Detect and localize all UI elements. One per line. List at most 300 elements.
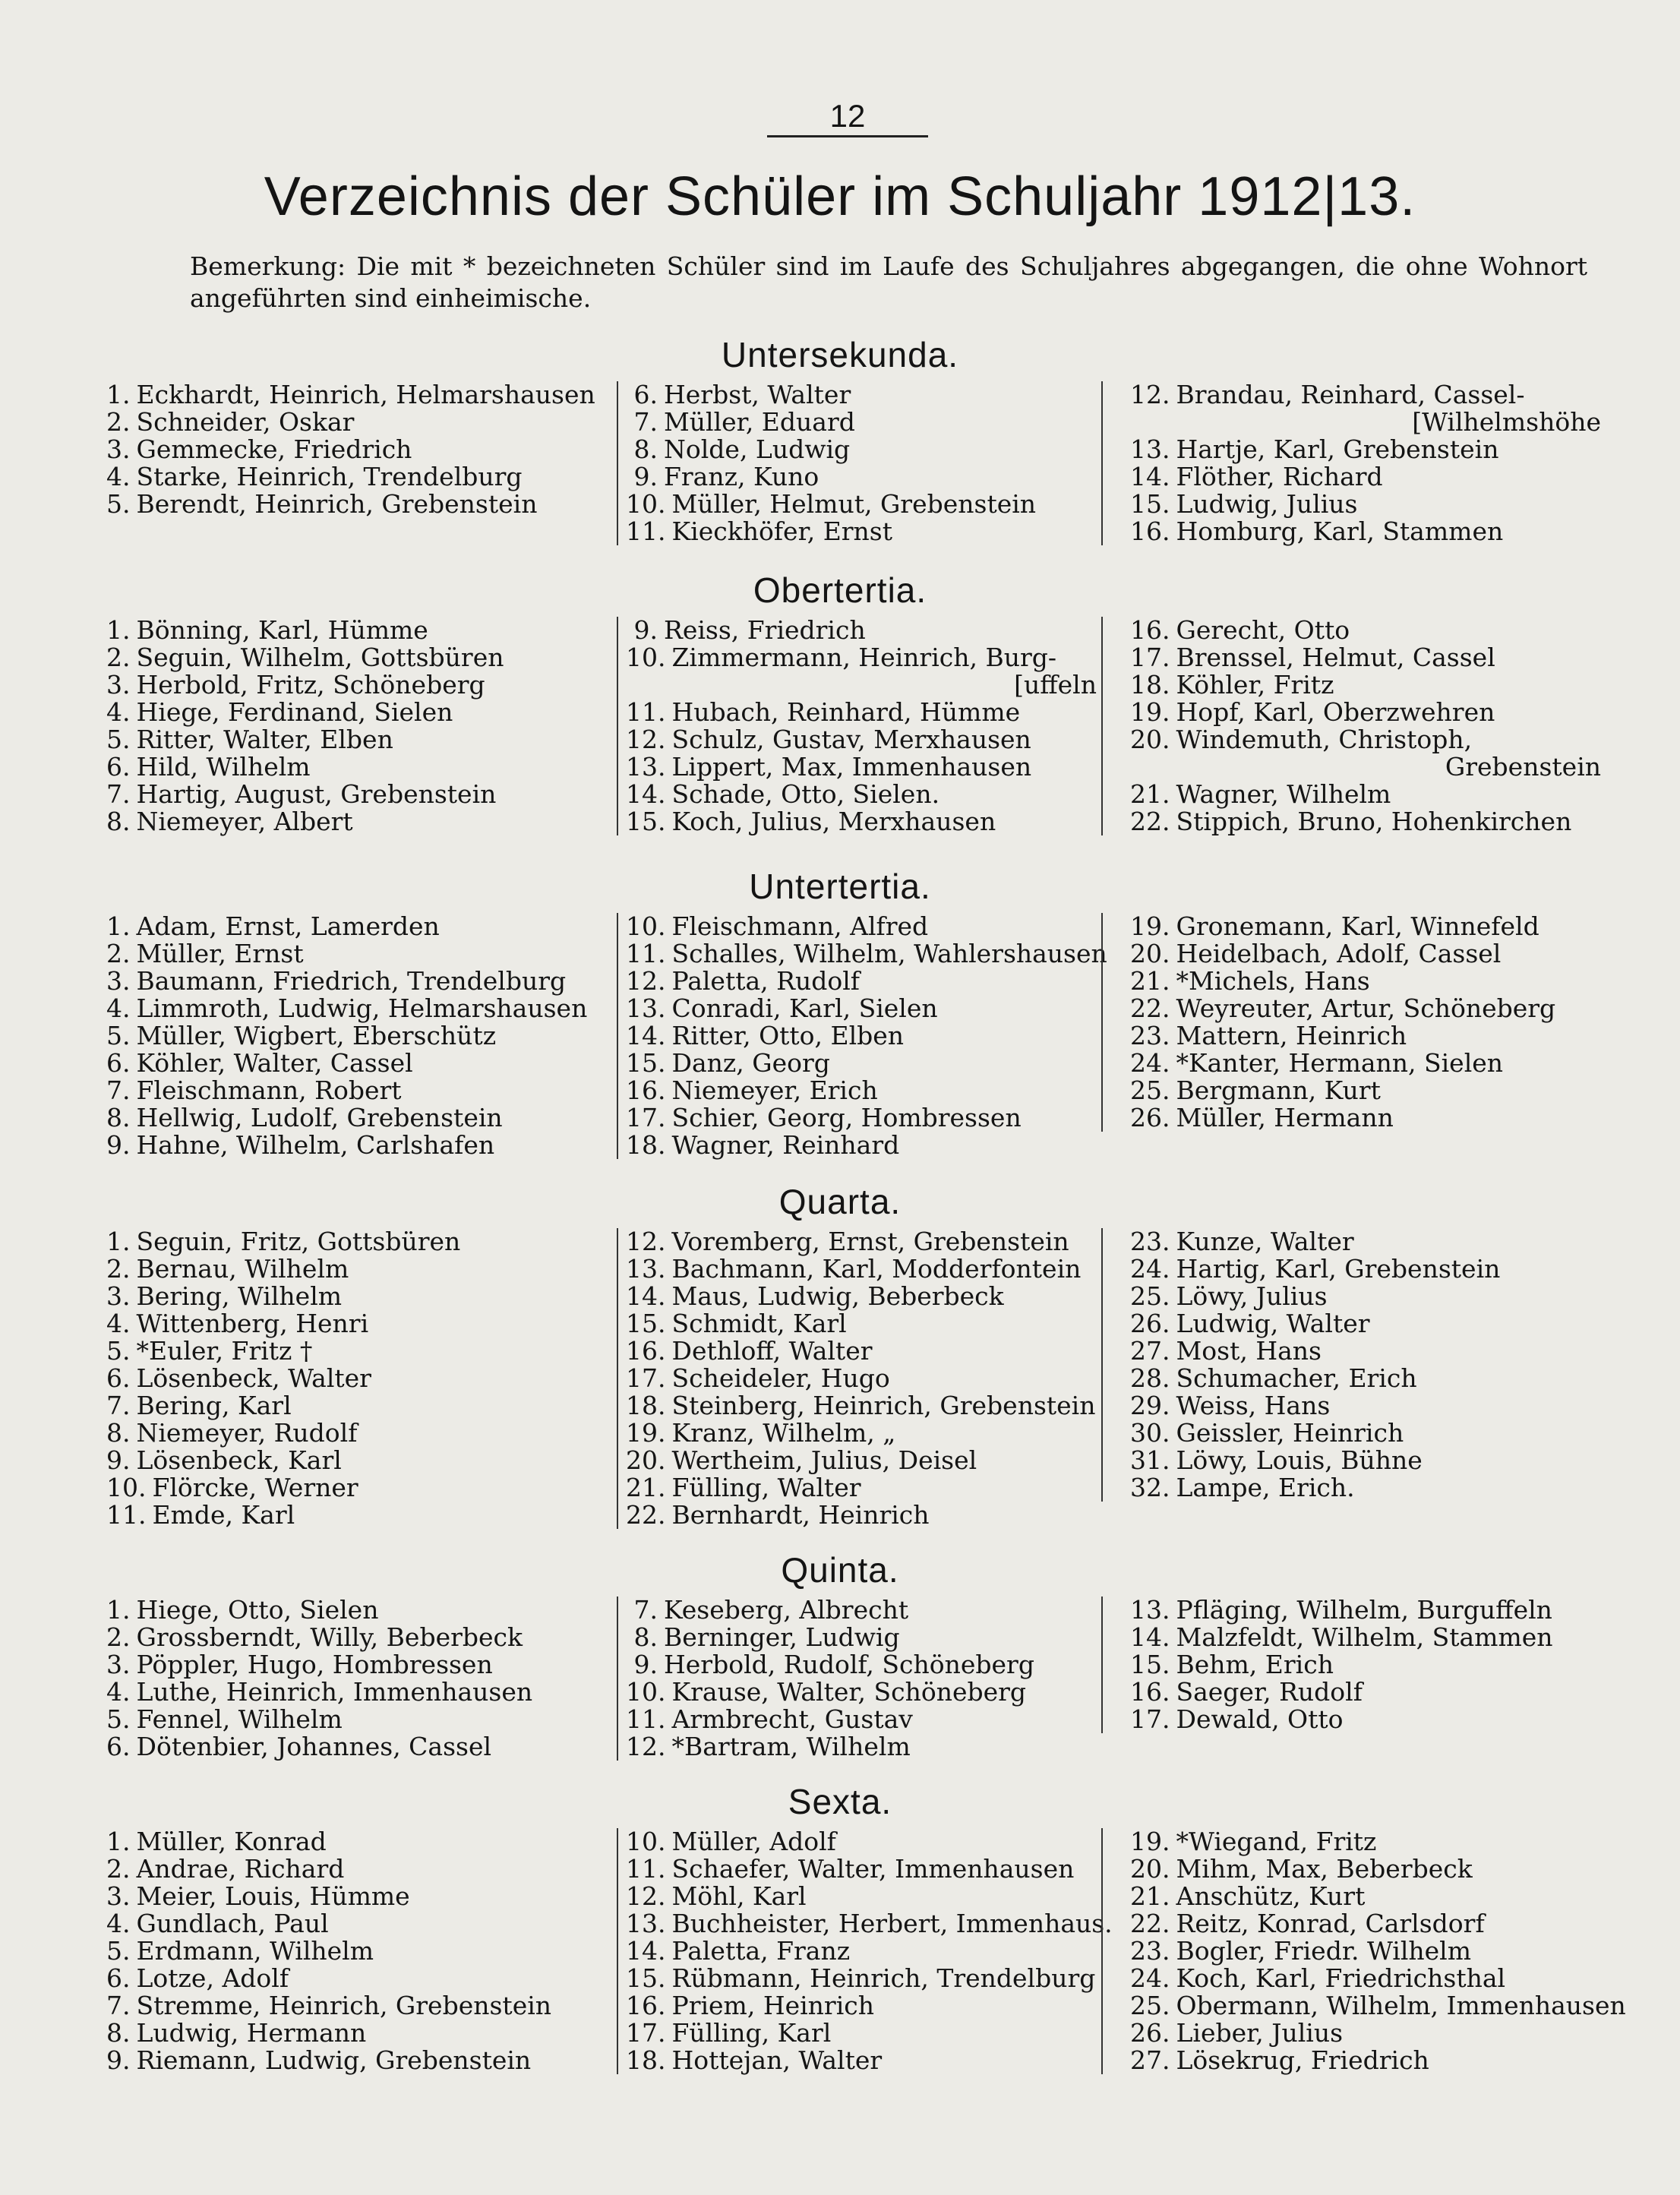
entry-number: 27. bbox=[1130, 2045, 1170, 2075]
student-entry-continuation bbox=[1130, 409, 1616, 436]
entry-number: 12. bbox=[626, 1227, 666, 1256]
student-name: Koch, Julius, Merxhausen bbox=[671, 807, 996, 836]
entry-number: 25. bbox=[1130, 1075, 1170, 1105]
page-number: 12 bbox=[767, 97, 928, 137]
entry-number: 3. bbox=[106, 1881, 131, 1911]
student-entry bbox=[626, 1679, 1112, 1706]
student-entry bbox=[106, 968, 600, 995]
student-entry bbox=[1130, 1447, 1616, 1474]
entry-number: 2. bbox=[106, 939, 131, 968]
student-entry bbox=[1130, 518, 1616, 545]
student-entry bbox=[626, 1255, 1112, 1283]
student-column-2 bbox=[617, 913, 1112, 1159]
entry-number: 25. bbox=[1130, 1991, 1170, 2020]
student-name: Paletta, Franz bbox=[671, 1936, 851, 1966]
student-entry bbox=[626, 1502, 1112, 1529]
student-name: Bering, Wilhelm bbox=[136, 1281, 343, 1311]
student-entry bbox=[106, 940, 600, 968]
entry-number: 4. bbox=[106, 1677, 131, 1707]
student-name: Wagner, Wilhelm bbox=[1176, 779, 1391, 809]
student-entry bbox=[106, 781, 600, 808]
entry-number: 5. bbox=[106, 1336, 131, 1366]
student-name: Möhl, Karl bbox=[671, 1881, 807, 1911]
student-name: Ludwig, Walter bbox=[1176, 1309, 1370, 1338]
student-name: Schalles, Wilhelm, Wahlershausen bbox=[671, 939, 1107, 968]
student-entry bbox=[626, 518, 1112, 545]
entry-number: 3. bbox=[106, 1281, 131, 1311]
entry-number: 13. bbox=[626, 1254, 666, 1284]
student-name: Müller, Helmut, Grebenstein bbox=[671, 489, 1037, 519]
entry-number: 25. bbox=[1130, 1281, 1170, 1311]
student-name: Lieber, Julius bbox=[1176, 2018, 1344, 2048]
entry-number: 13. bbox=[626, 752, 666, 782]
student-entry bbox=[106, 1283, 600, 1310]
student-entry bbox=[626, 1392, 1112, 1420]
student-column-3 bbox=[1101, 1827, 1626, 2075]
student-entry bbox=[1130, 491, 1616, 518]
entry-number: 15. bbox=[626, 1048, 666, 1078]
student-column-3 bbox=[1101, 1597, 1616, 1733]
student-name: Heidelbach, Adolf, Cassel bbox=[1176, 939, 1502, 968]
student-name: Ludwig, Hermann bbox=[136, 2018, 367, 2048]
entry-number: 15. bbox=[1130, 489, 1170, 519]
student-entry bbox=[626, 1597, 1112, 1624]
student-name: *Michels, Hans bbox=[1176, 966, 1370, 996]
student-entry bbox=[1130, 968, 1616, 995]
entry-number: 14. bbox=[626, 1021, 666, 1050]
student-name: Koch, Karl, Friedrichsthal bbox=[1176, 1963, 1506, 1993]
entry-number: 6. bbox=[106, 1963, 131, 1993]
student-name: Bering, Karl bbox=[136, 1391, 292, 1420]
student-entry bbox=[626, 940, 1112, 968]
student-name: Flöther, Richard bbox=[1176, 462, 1383, 491]
student-name: Müller, Konrad bbox=[136, 1827, 327, 1856]
student-name: Wertheim, Julius, Deisel bbox=[671, 1445, 977, 1475]
entry-number: 18. bbox=[1130, 670, 1170, 700]
student-name: Mihm, Max, Beberbeck bbox=[1176, 1854, 1473, 1884]
student-entry bbox=[106, 1077, 600, 1104]
entry-number: 9. bbox=[633, 615, 658, 645]
student-entry bbox=[106, 726, 600, 753]
entry-number: 30. bbox=[1130, 1418, 1170, 1448]
student-name: Stippich, Bruno, Hohenkirchen bbox=[1176, 807, 1572, 836]
student-entry bbox=[1130, 436, 1616, 463]
student-entry bbox=[106, 1828, 600, 1855]
student-entry bbox=[626, 753, 1112, 781]
entry-number: 11. bbox=[626, 1704, 666, 1734]
student-column-2 bbox=[617, 1828, 1112, 2074]
entry-number: 1. bbox=[106, 911, 131, 941]
student-name: Hild, Wilhelm bbox=[136, 752, 311, 782]
entry-number: 20. bbox=[1130, 939, 1170, 968]
student-name: Priem, Heinrich bbox=[671, 1991, 874, 2020]
entry-number: 19. bbox=[1130, 911, 1170, 941]
student-entry bbox=[1130, 1283, 1616, 1310]
student-name: [Wilhelmshöhe bbox=[1412, 407, 1601, 437]
student-name: Dethloff, Walter bbox=[671, 1336, 873, 1366]
student-entry bbox=[626, 995, 1112, 1022]
student-entry bbox=[626, 1706, 1112, 1733]
student-entry bbox=[106, 1679, 600, 1706]
student-entry bbox=[626, 1077, 1112, 1104]
student-entry bbox=[1130, 726, 1616, 753]
student-name: Lösenbeck, Walter bbox=[136, 1363, 371, 1393]
entry-number: 18. bbox=[626, 1391, 666, 1420]
student-entry bbox=[1130, 940, 1616, 968]
entry-number: 3. bbox=[106, 670, 131, 700]
student-name: Zimmermann, Heinrich, Burg- bbox=[671, 643, 1057, 672]
student-name: Dötenbier, Johannes, Cassel bbox=[136, 1732, 492, 1761]
student-name: Hartig, Karl, Grebenstein bbox=[1176, 1254, 1501, 1284]
entry-number: 32. bbox=[1130, 1473, 1170, 1502]
student-column-1 bbox=[106, 617, 600, 835]
student-entry bbox=[1130, 699, 1616, 726]
student-entry bbox=[106, 1365, 600, 1392]
entry-number: 14. bbox=[626, 1936, 666, 1966]
student-name: Baumann, Friedrich, Trendelburg bbox=[136, 966, 567, 996]
student-name: Lösenbeck, Karl bbox=[136, 1445, 342, 1475]
entry-number: 7. bbox=[633, 407, 658, 437]
entry-number: 9. bbox=[106, 2045, 131, 2075]
student-name: Starke, Heinrich, Trendelburg bbox=[136, 462, 523, 491]
student-entry bbox=[1130, 1679, 1616, 1706]
student-entry bbox=[626, 2047, 1112, 2074]
entry-number: 5. bbox=[106, 1021, 131, 1050]
student-name: Pfläging, Wilhelm, Burguffeln bbox=[1176, 1595, 1552, 1625]
student-entry bbox=[106, 1474, 600, 1502]
student-entry bbox=[1130, 1938, 1616, 1965]
entry-number: 13. bbox=[1130, 434, 1170, 464]
student-name: Pöppler, Hugo, Hombressen bbox=[136, 1650, 493, 1679]
student-name: Gronemann, Karl, Winnefeld bbox=[1176, 911, 1539, 941]
student-entry bbox=[1130, 671, 1616, 699]
entry-number: 2. bbox=[106, 1254, 131, 1284]
student-entry bbox=[626, 1447, 1112, 1474]
student-name: Ritter, Otto, Elben bbox=[671, 1021, 905, 1050]
student-name: Fleischmann, Alfred bbox=[671, 911, 929, 941]
entry-number: 13. bbox=[626, 1909, 666, 1938]
student-entry bbox=[626, 1474, 1112, 1502]
student-entry bbox=[106, 1228, 600, 1255]
student-name: Emde, Karl bbox=[152, 1500, 295, 1530]
entry-number: 15. bbox=[626, 1309, 666, 1338]
student-column-1 bbox=[106, 1828, 600, 2074]
student-name: Herbst, Walter bbox=[664, 380, 851, 409]
entry-number: 5. bbox=[106, 725, 131, 754]
student-name: Niemeyer, Erich bbox=[671, 1075, 878, 1105]
student-name: [uffeln bbox=[1014, 670, 1097, 700]
student-entry bbox=[106, 1706, 600, 1733]
student-name: Meier, Louis, Hümme bbox=[136, 1881, 410, 1911]
entry-number: 6. bbox=[106, 1732, 131, 1761]
student-name: Hottejan, Walter bbox=[671, 2045, 883, 2075]
entry-number: 14. bbox=[1130, 462, 1170, 491]
student-entry bbox=[1130, 1050, 1616, 1077]
student-name: Berendt, Heinrich, Grebenstein bbox=[136, 489, 538, 519]
student-name: Maus, Ludwig, Beberbeck bbox=[671, 1281, 1004, 1311]
student-entry bbox=[1130, 1965, 1616, 1992]
student-name: Reiss, Friedrich bbox=[664, 615, 866, 645]
student-name: Voremberg, Ernst, Grebenstein bbox=[671, 1227, 1069, 1256]
entry-number: 5. bbox=[106, 1936, 131, 1966]
student-name: Herbold, Rudolf, Schöneberg bbox=[664, 1650, 1034, 1679]
student-name: Adam, Ernst, Lamerden bbox=[136, 911, 440, 941]
entry-number: 5. bbox=[106, 1704, 131, 1734]
entry-number: 19. bbox=[626, 1418, 666, 1448]
student-entry bbox=[626, 1624, 1112, 1651]
student-entry bbox=[1130, 1365, 1616, 1392]
student-entry bbox=[106, 436, 600, 463]
student-name: Bergmann, Kurt bbox=[1176, 1075, 1381, 1105]
student-name: Kranz, Wilhelm, „ bbox=[671, 1418, 896, 1448]
student-name: *Wiegand, Fritz bbox=[1176, 1827, 1377, 1856]
entry-number: 7. bbox=[106, 1075, 131, 1105]
student-name: Bernau, Wilhelm bbox=[136, 1254, 349, 1284]
student-entry bbox=[1130, 1310, 1616, 1338]
student-name: Hartig, August, Grebenstein bbox=[136, 779, 497, 809]
student-entry bbox=[626, 491, 1112, 518]
student-name: Weiss, Hans bbox=[1176, 1391, 1331, 1420]
section-heading: Untertertia. bbox=[749, 867, 931, 906]
student-entry-continuation bbox=[1130, 753, 1616, 781]
student-entry bbox=[1130, 1420, 1616, 1447]
entry-number: 18. bbox=[626, 1130, 666, 1160]
entry-number: 11. bbox=[106, 1500, 147, 1530]
student-name: Hiege, Ferdinand, Sielen bbox=[136, 697, 453, 727]
student-name: *Bartram, Wilhelm bbox=[671, 1732, 911, 1761]
student-entry bbox=[1130, 808, 1616, 835]
student-entry bbox=[626, 1022, 1112, 1050]
student-column-3 bbox=[1101, 913, 1616, 1132]
student-entry bbox=[106, 2020, 600, 2047]
entry-number: 5. bbox=[106, 489, 131, 519]
student-column-3 bbox=[1101, 617, 1616, 835]
student-entry bbox=[106, 1310, 600, 1338]
entry-number: 2. bbox=[106, 1622, 131, 1652]
student-name: Gemmecke, Friedrich bbox=[136, 434, 412, 464]
student-entry bbox=[626, 913, 1112, 940]
student-name: Buchheister, Herbert, Immenhaus. bbox=[671, 1909, 1113, 1938]
entry-number: 1. bbox=[106, 380, 131, 409]
student-entry bbox=[106, 1992, 600, 2020]
student-entry bbox=[106, 1022, 600, 1050]
student-name: Gundlach, Paul bbox=[136, 1909, 329, 1938]
student-name: Köhler, Walter, Cassel bbox=[136, 1048, 413, 1078]
student-name: Lippert, Max, Immenhausen bbox=[671, 752, 1032, 782]
student-entry bbox=[626, 1420, 1112, 1447]
student-entry bbox=[106, 1338, 600, 1365]
student-name: Schier, Georg, Hombressen bbox=[671, 1103, 1022, 1132]
student-entry bbox=[626, 381, 1112, 409]
student-entry bbox=[626, 1365, 1112, 1392]
student-name: Mattern, Heinrich bbox=[1176, 1021, 1407, 1050]
entry-number: 12. bbox=[626, 966, 666, 996]
student-entry bbox=[106, 1255, 600, 1283]
entry-number: 24. bbox=[1130, 1963, 1170, 1993]
student-name: Fleischmann, Robert bbox=[136, 1075, 402, 1105]
student-name: Franz, Kuno bbox=[664, 462, 819, 491]
entry-number: 9. bbox=[633, 462, 658, 491]
student-entry bbox=[626, 436, 1112, 463]
student-entry bbox=[626, 644, 1112, 671]
student-name: Grebenstein bbox=[1445, 752, 1601, 782]
entry-number: 22. bbox=[1130, 807, 1170, 836]
student-name: Ludwig, Julius bbox=[1176, 489, 1358, 519]
student-name: Schade, Otto, Sielen. bbox=[671, 779, 940, 809]
student-entry bbox=[106, 699, 600, 726]
entry-number: 21. bbox=[1130, 1881, 1170, 1911]
student-name: Homburg, Karl, Stammen bbox=[1176, 516, 1504, 546]
entry-number: 11. bbox=[626, 516, 666, 546]
student-name: Armbrecht, Gustav bbox=[671, 1704, 913, 1734]
student-entry bbox=[626, 409, 1112, 436]
student-name: Ritter, Walter, Elben bbox=[136, 725, 393, 754]
entry-number: 26. bbox=[1130, 1103, 1170, 1132]
student-entry bbox=[106, 1965, 600, 1992]
entry-number: 3. bbox=[106, 966, 131, 996]
student-entry bbox=[106, 808, 600, 835]
student-name: Fülling, Walter bbox=[671, 1473, 861, 1502]
student-name: Schneider, Oskar bbox=[136, 407, 355, 437]
entry-number: 16. bbox=[626, 1336, 666, 1366]
student-name: Geissler, Heinrich bbox=[1176, 1418, 1404, 1448]
entry-number: 22. bbox=[1130, 993, 1170, 1023]
student-column-1 bbox=[106, 381, 600, 518]
student-name: Erdmann, Wilhelm bbox=[136, 1936, 374, 1966]
student-name: Bachmann, Karl, Modderfontein bbox=[671, 1254, 1082, 1284]
entry-number: 6. bbox=[106, 752, 131, 782]
entry-number: 2. bbox=[106, 407, 131, 437]
student-entry bbox=[626, 1050, 1112, 1077]
student-name: Andrae, Richard bbox=[136, 1854, 345, 1884]
student-column-2 bbox=[617, 617, 1112, 835]
student-entry bbox=[106, 1502, 600, 1529]
entry-number: 6. bbox=[633, 380, 658, 409]
student-entry bbox=[106, 1624, 600, 1651]
student-name: Anschütz, Kurt bbox=[1176, 1881, 1366, 1911]
student-name: Hopf, Karl, Oberzwehren bbox=[1176, 697, 1495, 727]
entry-number: 23. bbox=[1130, 1021, 1170, 1050]
student-name: Paletta, Rudolf bbox=[671, 966, 861, 996]
section-heading: Sexta. bbox=[788, 1782, 892, 1821]
entry-number: 22. bbox=[626, 1500, 666, 1530]
student-entry bbox=[106, 381, 600, 409]
entry-number: 26. bbox=[1130, 1309, 1170, 1338]
student-entry bbox=[106, 1910, 600, 1938]
entry-number: 17. bbox=[626, 1103, 666, 1132]
entry-number: 7. bbox=[106, 779, 131, 809]
student-entry bbox=[106, 409, 600, 436]
student-entry bbox=[106, 1447, 600, 1474]
section-heading: Untersekunda. bbox=[721, 335, 959, 374]
section-heading: Quinta. bbox=[781, 1550, 899, 1590]
student-entry bbox=[1130, 1597, 1616, 1624]
entry-number: 10. bbox=[106, 1473, 147, 1502]
student-name: Müller, Adolf bbox=[671, 1827, 836, 1856]
student-name: Bönning, Karl, Hümme bbox=[136, 615, 428, 645]
student-entry bbox=[1130, 644, 1616, 671]
entry-number: 19. bbox=[1130, 1827, 1170, 1856]
student-entry bbox=[106, 1050, 600, 1077]
student-name: Löwy, Louis, Bühne bbox=[1176, 1445, 1423, 1475]
student-name: Reitz, Konrad, Carlsdorf bbox=[1176, 1909, 1485, 1938]
student-name: Nolde, Ludwig bbox=[664, 434, 851, 464]
student-entry bbox=[626, 1910, 1112, 1938]
entry-number: 8. bbox=[106, 807, 131, 836]
entry-number: 12. bbox=[626, 725, 666, 754]
student-column-2 bbox=[617, 1228, 1112, 1529]
student-entry bbox=[1130, 1077, 1616, 1104]
entry-number: 7. bbox=[106, 1391, 131, 1420]
student-entry bbox=[626, 1883, 1112, 1910]
entry-number: 9. bbox=[633, 1650, 658, 1679]
student-entry bbox=[626, 699, 1112, 726]
student-entry bbox=[106, 1132, 600, 1159]
student-name: Schaefer, Walter, Immenhausen bbox=[671, 1854, 1075, 1884]
student-entry bbox=[1130, 463, 1616, 491]
student-entry bbox=[1130, 1392, 1616, 1420]
student-entry bbox=[626, 1228, 1112, 1255]
entry-number: 16. bbox=[1130, 1677, 1170, 1707]
student-name: Bogler, Friedr. Wilhelm bbox=[1176, 1936, 1472, 1966]
section-heading: Obertertia. bbox=[753, 570, 927, 610]
entry-number: 16. bbox=[626, 1075, 666, 1105]
student-name: Rübmann, Heinrich, Trendelburg bbox=[671, 1963, 1096, 1993]
student-entry bbox=[106, 1855, 600, 1883]
entry-number: 4. bbox=[106, 1909, 131, 1938]
entry-number: 29. bbox=[1130, 1391, 1170, 1420]
entry-number: 1. bbox=[106, 1227, 131, 1256]
student-name: Most, Hans bbox=[1176, 1336, 1322, 1366]
entry-number: 26. bbox=[1130, 2018, 1170, 2048]
student-entry-continuation bbox=[626, 671, 1112, 699]
student-name: Dewald, Otto bbox=[1176, 1704, 1344, 1734]
student-entry bbox=[626, 1651, 1112, 1679]
student-entry bbox=[106, 491, 600, 518]
entry-number: 1. bbox=[106, 1827, 131, 1856]
student-name: Hahne, Wilhelm, Carlshafen bbox=[136, 1130, 495, 1160]
entry-number: 20. bbox=[1130, 1854, 1170, 1884]
student-entry bbox=[1130, 1828, 1616, 1855]
student-name: Hartje, Karl, Grebenstein bbox=[1176, 434, 1499, 464]
entry-number: 6. bbox=[106, 1048, 131, 1078]
student-entry bbox=[626, 2020, 1112, 2047]
student-entry bbox=[626, 781, 1112, 808]
student-entry bbox=[106, 753, 600, 781]
student-entry bbox=[106, 463, 600, 491]
student-name: Müller, Eduard bbox=[664, 407, 855, 437]
entry-number: 13. bbox=[1130, 1595, 1170, 1625]
student-entry bbox=[1130, 1338, 1616, 1365]
entry-number: 10. bbox=[626, 643, 666, 672]
entry-number: 2. bbox=[106, 1854, 131, 1884]
student-entry bbox=[626, 617, 1112, 644]
entry-number: 3. bbox=[106, 1650, 131, 1679]
entry-number: 13. bbox=[626, 993, 666, 1023]
student-name: Kunze, Walter bbox=[1176, 1227, 1354, 1256]
student-name: Malzfeldt, Wilhelm, Stammen bbox=[1176, 1622, 1553, 1652]
entry-number: 8. bbox=[106, 1103, 131, 1132]
student-entry bbox=[1130, 2047, 1616, 2074]
student-entry bbox=[106, 1883, 600, 1910]
student-name: Flörcke, Werner bbox=[152, 1473, 358, 1502]
student-entry bbox=[1130, 1624, 1616, 1651]
student-entry bbox=[106, 617, 600, 644]
entry-number: 8. bbox=[106, 2018, 131, 2048]
student-entry bbox=[626, 1338, 1112, 1365]
student-name: Seguin, Wilhelm, Gottsbüren bbox=[136, 643, 504, 672]
student-name: Bernhardt, Heinrich bbox=[671, 1500, 930, 1530]
